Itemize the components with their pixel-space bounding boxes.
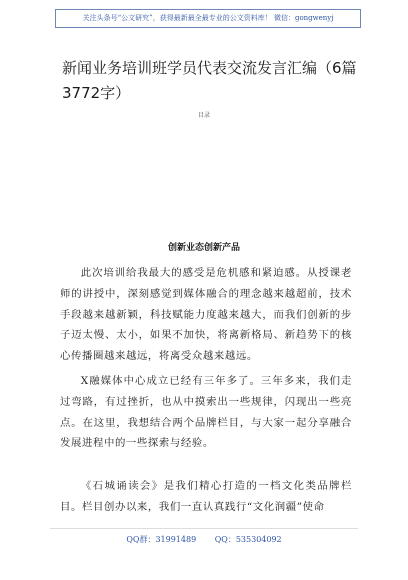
section-heading: 创新业态创新产品 xyxy=(167,243,240,253)
body-paragraph-3: 《石城诵读会》是我们精心打造的一档文化类品牌栏目。栏目创办以来，我们一直认真践行“文化润疆”使命 xyxy=(60,480,352,513)
toc-label: 目录 xyxy=(197,112,210,119)
promo-banner-text: 关注头条号“公文研究”，获得最新最全最专业的公文资料库！ 微信：gongwenyj xyxy=(82,14,334,22)
body-paragraph-1: 此次培训给我最大的感受是危机感和紧迫感。从授课老师的讲授中，深刻感觉到媒体融合的理念越来越超前，技术手段越来越新颖，科技赋能力度越来越大，而我们创新的步子迈太慢、太小，如果不加快，将离新格局、新趋势下的核心传播圈越来越远，将离受众越来越远。 xyxy=(60,267,352,363)
footer-divider xyxy=(50,528,358,529)
body-paragraph-2: X融媒体中心成立已经有三年多了。三年多来，我们走过弯路，有过挫折，也从中摸索出一些规律，闪现出一些亮点。在这里，我想结合两个品牌栏目，与大家一起分享融合发展进程中的一些探索与经验。 xyxy=(60,375,352,450)
footer-qq-group: QQ群：31991489 xyxy=(126,535,197,544)
document-title: 新闻业务培训班学员代表交流发言汇编（6篇3772字） xyxy=(62,59,357,102)
page-footer xyxy=(0,534,408,545)
promo-banner xyxy=(55,9,361,28)
footer-qq: QQ：535304092 xyxy=(214,535,282,544)
